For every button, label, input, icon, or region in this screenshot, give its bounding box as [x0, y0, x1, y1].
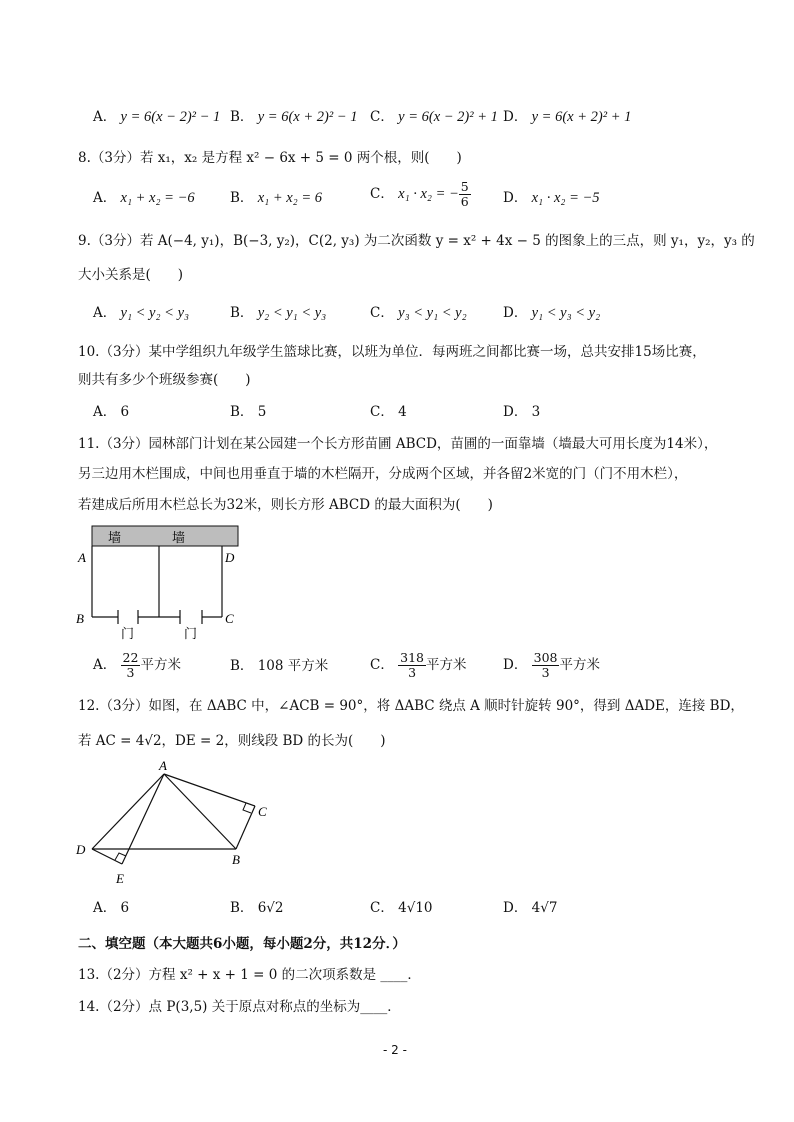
q13-stem: 13.（2分）方程 x² + x + 1 = 0 的二次项系数是 ____．	[78, 967, 421, 983]
q12-side-ae	[122, 774, 164, 864]
q11-gate-label-1: 门	[121, 627, 135, 642]
q10-stem-line1: 10.（3分）某中学组织九年级学生篮球比赛，以班为单位．每两班之间都比赛一场，总共安排15场比赛，	[78, 344, 706, 360]
q11-option-b: B． 108 平方米	[230, 658, 329, 674]
q7-option-b: B． y = 6(x + 2)² − 1	[230, 109, 358, 125]
q11-gate-label-2: 门	[184, 627, 198, 642]
q12-option-b: B． 6√2	[230, 900, 284, 916]
q11-stem-line2: 另三边用木栏围成，中间也用垂直于墙的木栏隔开，分成两个区域，并各留2米宽的门（门不用木栏），	[78, 466, 688, 482]
q12-side-ac	[164, 774, 255, 806]
q7-option-c: C． y = 6(x − 2)² + 1	[370, 109, 498, 125]
q12-side-ab	[164, 774, 236, 849]
q12-label-d: D	[76, 842, 86, 857]
q8-option-b: B． x₁ + x₂ = 6	[230, 190, 322, 206]
q11-stem-line1: 11.（3分）园林部门计划在某公园建一个长方形苗圃 ABCD，苗圃的一面靠墙（墙最大可用长度为14米），	[78, 436, 718, 452]
q9-stem-line1: 9.（3分）若 A(−4, y₁)，B(−3, y₂)，C(2, y₃) 为二次函数 y = x² + 4x − 5 的图象上的三点，则 y₁，y₂，y₃ 的	[78, 233, 755, 249]
q12-label-c: C	[258, 804, 267, 819]
q14-stem: 14.（2分）点 P(3,5) 关于原点对称点的坐标为____．	[78, 999, 401, 1015]
q11-label-b: B	[76, 611, 84, 626]
q8-option-d: D． x₁ · x₂ = −5	[503, 190, 600, 206]
q10-stem-line2: 则共有多少个班级参赛( )	[78, 372, 251, 388]
q12-option-a: A． 6	[93, 900, 130, 916]
q11-option-a: A． $\frac{22}{3}$ 平方米	[93, 650, 181, 680]
q12-side-ad	[92, 774, 164, 849]
q10-option-a: A． 6	[93, 404, 130, 420]
q8-option-c: C． x₁ · x₂ = − $\frac{5}{6}$	[370, 179, 469, 209]
q11-option-d: D． $\frac{308}{3}$ 平方米	[503, 650, 600, 680]
q10-option-b: B． 5	[230, 404, 267, 420]
q12-stem-line1: 12.（3分）如图，在 ΔABC 中，∠ACB = 90°，将 ΔABC 绕点 A 顺时针旋转 90°，得到 ΔADE，连接 BD，	[78, 698, 744, 714]
q12-label-e: E	[116, 871, 124, 886]
q11-label-a: A	[78, 550, 86, 565]
q12-figure	[70, 756, 280, 890]
q11-option-c: C． $\frac{318}{3}$ 平方米	[370, 650, 467, 680]
q8-option-a: A． x₁ + x₂ = −6	[93, 190, 195, 206]
q7-option-d: D． y = 6(x + 2)² + 1	[503, 109, 632, 125]
q12-option-d: D． 4√7	[503, 900, 558, 916]
q9-option-c: C． y₃ < y₁ < y₂	[370, 305, 467, 321]
q11-figure	[70, 520, 250, 644]
q12-label-a: A	[159, 758, 167, 773]
q9-option-d: D． y₁ < y₃ < y₂	[503, 305, 601, 321]
q12-stem-line2: 若 AC = 4√2，DE = 2，则线段 BD 的长为( )	[78, 733, 386, 749]
q10-option-c: C． 4	[370, 404, 407, 420]
q11-stem-line3: 若建成后所用木栏总长为32米，则长方形 ABCD 的最大面积为( )	[78, 497, 493, 513]
q7-option-a: A． y = 6(x − 2)² − 1	[93, 109, 221, 125]
q12-side-cb	[236, 806, 255, 849]
q8-stem: 8.（3分）若 x₁，x₂ 是方程 x² − 6x + 5 = 0 两个根，则( )	[78, 150, 462, 166]
q11-label-c: C	[225, 611, 234, 626]
q10-option-d: D． 3	[503, 404, 541, 420]
section-2-heading: 二、填空题（本大题共6小题，每小题2分，共12分．）	[78, 936, 406, 952]
page-number: - 2 -	[383, 1043, 407, 1057]
q12-label-b: B	[232, 852, 240, 867]
q12-option-c: C． 4√10	[370, 900, 433, 916]
q11-wall-label-1: 墙	[108, 531, 122, 546]
q11-label-d: D	[225, 550, 235, 565]
q9-stem-line2: 大小关系是( )	[78, 267, 184, 283]
q11-wall-label-2: 墙	[172, 531, 186, 546]
q9-option-b: B． y₂ < y₁ < y₃	[230, 305, 327, 321]
q9-option-a: A． y₁ < y₂ < y₃	[93, 305, 190, 321]
